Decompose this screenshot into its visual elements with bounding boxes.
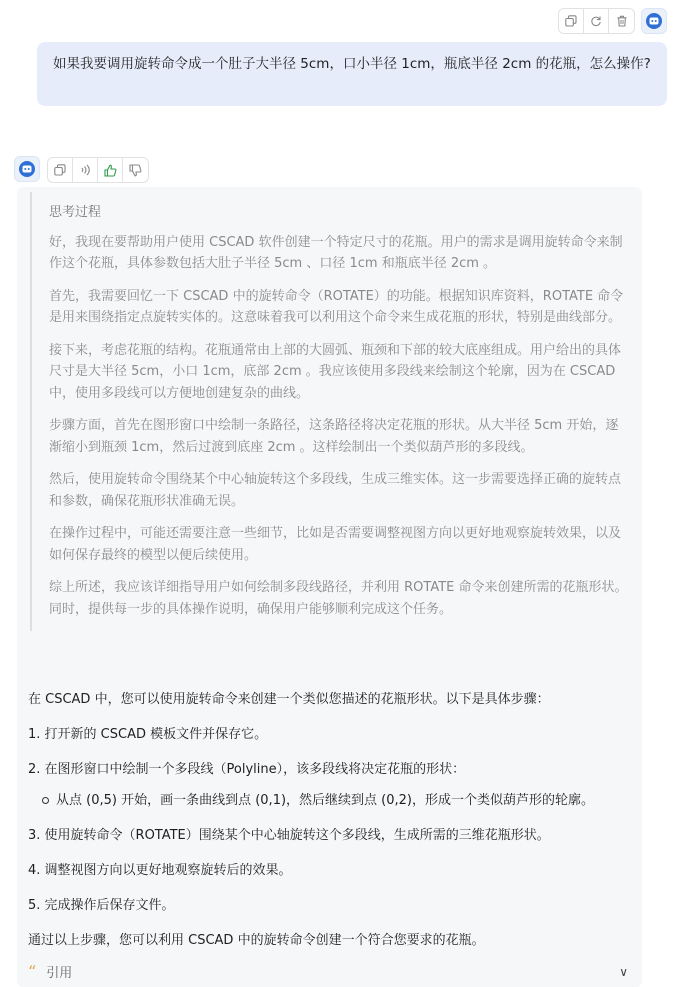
speaker-icon <box>79 164 91 176</box>
quote-icon: “ <box>28 962 37 981</box>
copy-button[interactable] <box>48 158 73 182</box>
answer-step: 4. 调整视图方向以更好地观察旋转后的效果。 <box>28 863 292 878</box>
answer-sublist <box>28 790 628 811</box>
read-aloud-button[interactable] <box>73 158 98 182</box>
thinking-paragraph: 综上所述，我应该详细指导用户如何绘制多段线路径，并利用 ROTATE 命令来创建所需的花瓶形状。同时，提供每一步的具体操作说明，确保用户能够顺利完成这个任务。 <box>49 580 628 617</box>
user-action-group <box>558 8 635 34</box>
delete-button[interactable] <box>609 9 634 33</box>
thinking-paragraph: 在操作过程中，可能还需要注意一些细节，比如是否需要调整视图方向以更好地观察旋转效果，以及如何保存最终的模型以便后续使用。 <box>49 526 622 563</box>
answer-step: 2. 在图形窗口中绘制一个多段线（Polyline），该多段线将决定花瓶的形状： <box>28 762 466 777</box>
copy-icon <box>54 164 66 176</box>
assistant-avatar <box>14 156 40 182</box>
response-action-group <box>47 157 149 183</box>
thinking-paragraph: 接下来，考虑花瓶的结构。花瓶通常由上部的大圆弧、瓶颈和下部的较大底座组成。用户给出的具体尺寸是大半径 5cm，小口 1cm，底部 2cm 。我应该使用多段线来绘制这个轮廓，因为在 CSCAD 中，使用多段线可以方便地创建复杂的曲线。 <box>49 342 622 401</box>
thumbs-down-icon <box>129 164 142 177</box>
regenerate-button[interactable] <box>584 9 609 33</box>
references-toggle[interactable] <box>28 962 628 981</box>
robot-logo-icon <box>645 12 663 30</box>
thumbs-up-icon <box>104 164 117 177</box>
user-message-actions <box>558 8 635 34</box>
user-message: 如果我要调用旋转命令成一个肚子大半径 5cm，口小半径 1cm，瓶底半径 2cm 的花瓶，怎么操作? <box>37 42 667 106</box>
answer-conclusion: 通过以上步骤，您可以利用 CSCAD 中的旋转命令创建一个符合您要求的花瓶。 <box>28 933 485 948</box>
answer-step: 3. 使用旋转命令（ROTATE）围绕某个中心轴旋转这个多段线，生成所需的三维花瓶形状。 <box>28 828 550 843</box>
assistant-avatar <box>641 8 667 34</box>
answer-step: 5. 完成操作后保存文件。 <box>28 898 175 913</box>
thinking-paragraph: 步骤方面，首先在图形窗口中绘制一条路径，这条路径将决定花瓶的形状。从大半径 5cm 开始，逐渐缩小到瓶颈 1cm，然后过渡到底座 2cm 。这样绘制出一个类似葫芦形的多段线。 <box>49 418 619 455</box>
thinking-title: 思考过程 <box>49 205 102 220</box>
delete-icon <box>616 15 628 27</box>
dislike-button[interactable] <box>123 158 148 182</box>
answer-step: 1. 打开新的 CSCAD 模板文件并保存它。 <box>28 727 268 742</box>
copy-button[interactable] <box>559 9 584 33</box>
answer-body <box>28 689 628 965</box>
thinking-section <box>30 192 631 631</box>
copy-icon <box>565 15 577 27</box>
thinking-paragraph: 好，我现在要帮助用户使用 CSCAD 软件创建一个特定尺寸的花瓶。用户的需求是调用旋转命令来制作这个花瓶，具体参数包括大肚子半径 5cm 、口径 1cm 和瓶底半径 2cm 。 <box>49 234 623 271</box>
robot-logo-icon <box>18 160 36 178</box>
chevron-down-icon[interactable]: ∨ <box>619 964 628 979</box>
answer-subitem: 从点 (0,5) 开始，画一条曲线到点 (0,1)，然后继续到点 (0,2)，形成一个类似葫芦形的轮廓。 <box>56 790 628 811</box>
regenerate-icon <box>590 15 602 27</box>
like-button[interactable] <box>98 158 123 182</box>
response-actions <box>47 157 149 183</box>
thinking-paragraph: 然后，使用旋转命令围绕某个中心轴旋转这个多段线，生成三维实体。这一步需要选择正确的旋转点和参数，确保花瓶形状准确无误。 <box>49 472 622 509</box>
references-label: 引用 <box>46 966 73 981</box>
answer-intro: 在 CSCAD 中，您可以使用旋转命令来创建一个类似您描述的花瓶形状。以下是具体步骤： <box>28 692 550 707</box>
thinking-paragraph: 首先，我需要回忆一下 CSCAD 中的旋转命令（ROTATE）的功能。根据知识库资料，ROTATE 命令是用来围绕指定点旋转实体的。这意味着我可以利用这个命令来生成花瓶的形状，特别是曲线部分。 <box>49 288 624 325</box>
